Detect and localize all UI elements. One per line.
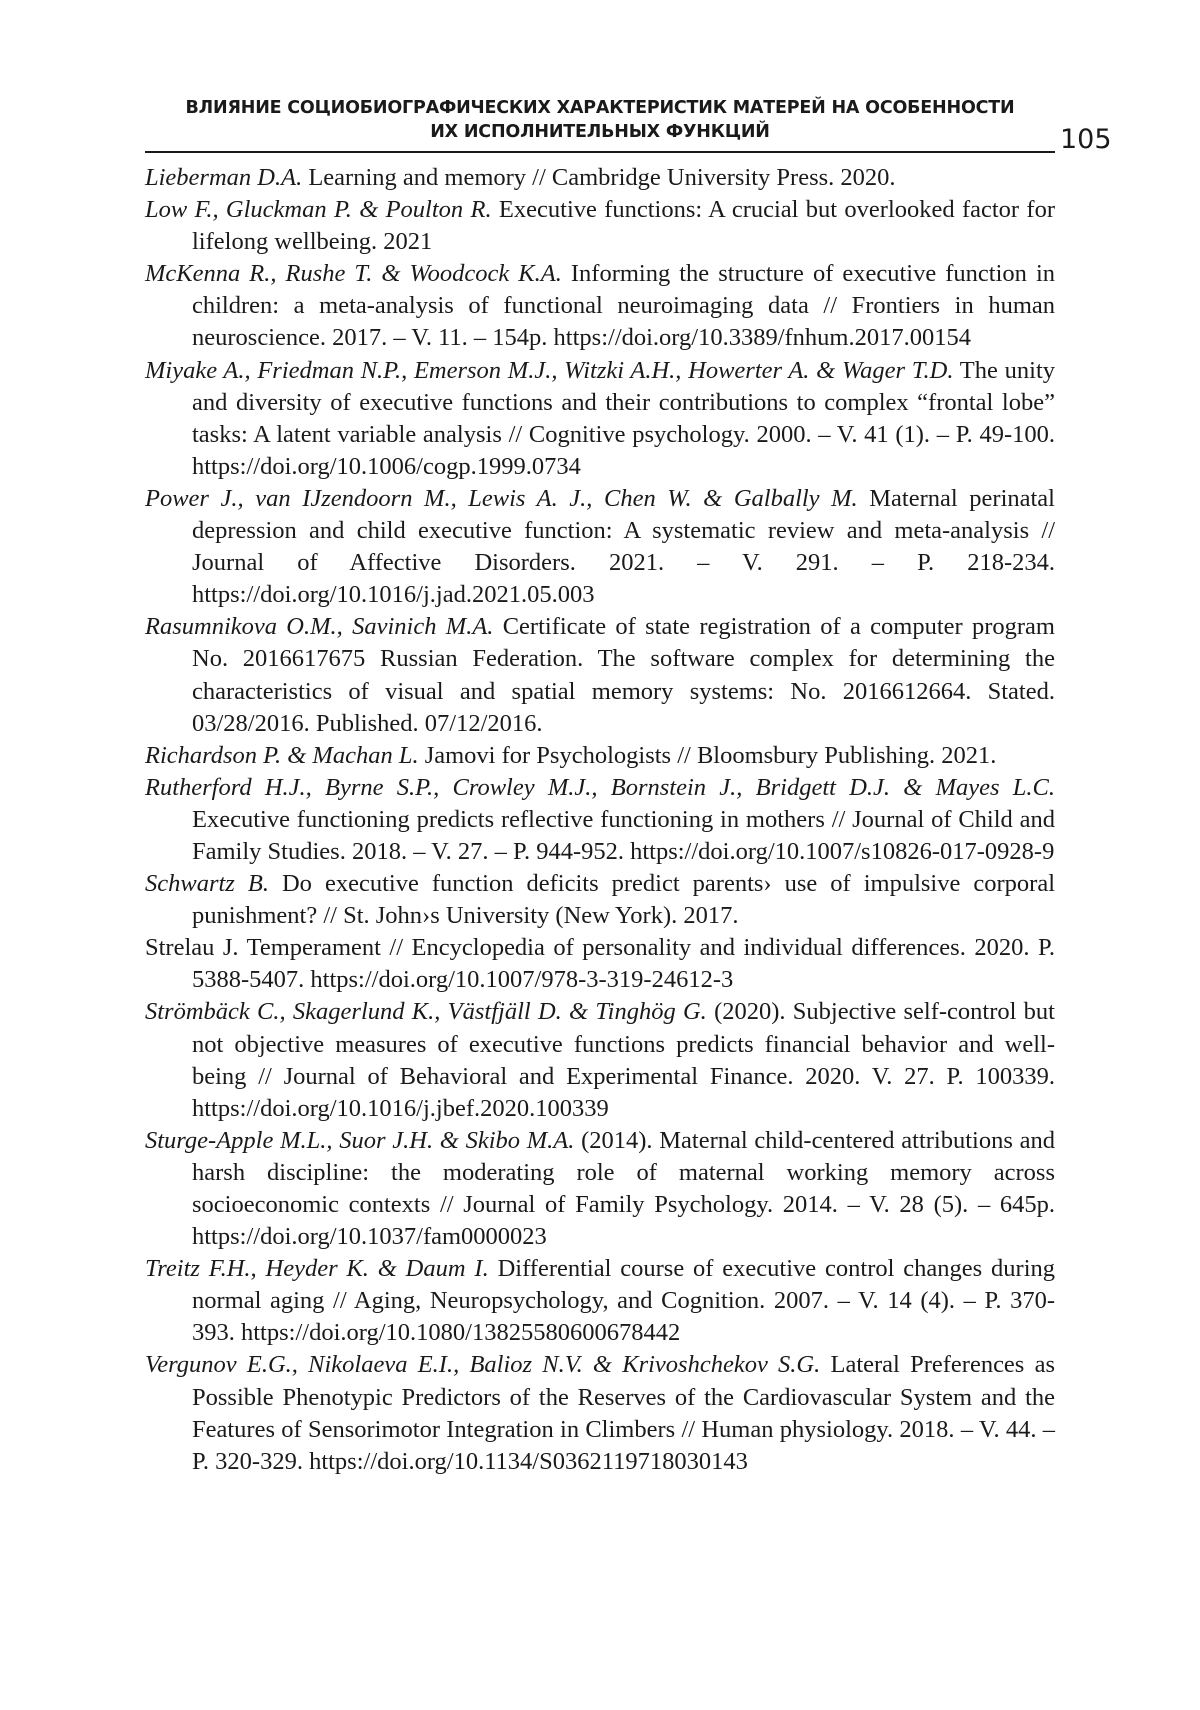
- reference-entry: [145, 258, 1055, 354]
- reference-authors: Lieberman D.A.: [145, 164, 303, 191]
- reference-authors: Schwartz B.: [145, 870, 269, 898]
- reference-text: (2020). Subjective self-control but not objective measures of executive functions predicts financial behavior and well-being // Journal of Behavioral and Experimental Finance. 2020. V. 27. P. 100339. https://doi.org/10.1016/j.jbef.2020.100339: [192, 998, 1055, 1122]
- reference-authors: Richardson P. & Machan L.: [145, 741, 419, 769]
- reference-entry: [145, 483, 1055, 611]
- page-number: 105: [1060, 124, 1112, 155]
- reference-entry: [145, 1349, 1055, 1477]
- reference-entry: [145, 1125, 1055, 1253]
- reference-list: [145, 162, 1055, 1478]
- header-rule: [145, 151, 1055, 153]
- reference-text: The unity and diversity of executive functions and their contributions to complex “frontal lobe” tasks: A latent variable analysis // Cognitive psychology. 2000. – V. 41 (1). – P. 49-100. https://doi.org/10.1006/cogp.1999.0734: [192, 356, 1055, 480]
- reference-text: Differential course of executive control changes during normal aging // Aging, Neuropsychology, and Cognition. 2007. – V. 14 (4). – P. 370-393. https://doi.org/10.1080/13825580600678442: [192, 1255, 1055, 1347]
- reference-text: Lateral Preferences as Possible Phenotypic Predictors of the Reserves of the Cardiovascular System and the Features of Sensorimotor Integration in Climbers // Human physiology. 2018. – V. 44. – P. 320-329. https://doi.org/10.1134/S0362119718030143: [192, 1351, 1055, 1475]
- reference-authors: Power J., van IJzendoorn M., Lewis A. J., Chen W. & Galbally M.: [145, 484, 858, 512]
- reference-text: Executive functions: A crucial but overlooked factor for lifelong wellbeing. 2021: [192, 196, 1055, 256]
- reference-text: Jamovi for Psychologists // Bloomsbury Publishing. 2021.: [418, 741, 997, 769]
- reference-authors: Low F., Gluckman P. & Poulton R.: [145, 196, 492, 224]
- reference-authors: Miyake A., Friedman N.P., Emerson M.J., Witzki A.H., Howerter A. & Wager T.D.: [145, 356, 954, 384]
- reference-text: Do executive function deficits predict parents› use of impulsive corporal punishment? // St. John›s University (New York). 2017.: [192, 870, 1055, 930]
- reference-text: Strelau J. Temperament // Encyclopedia of personality and individual differences. 2020. P. 5388-5407. https://doi.org/10.1007/978-3-319-24612-3: [145, 934, 1055, 994]
- reference-text: (2014). Maternal child-centered attributions and harsh discipline: the moderating role of maternal working memory across socioeconomic contexts // Journal of Family Psychology. 2014. – V. 28 (5). – 645p. https://doi.org/10.1037/fam0000023: [192, 1126, 1055, 1251]
- reference-text: Informing the structure of executive function in children: a meta-analysis of functional neuroimaging data // Frontiers in human neuroscience. 2017. – V. 11. – 154p. https://doi.org/10.3389/fnhum.2017.00154: [192, 260, 1055, 352]
- reference-text: Executive functioning predicts reflective functioning in mothers // Journal of Child and Family Studies. 2018. – V. 27. – P. 944-952. https://doi.org/10.1007/s10826-017-0928-9: [192, 805, 1055, 865]
- reference-authors: Strömbäck C., Skagerlund K., Västfjäll D. & Tinghög G.: [145, 998, 707, 1026]
- reference-entry: [145, 1253, 1055, 1349]
- reference-entry: [145, 611, 1055, 739]
- reference-entry: [145, 355, 1055, 483]
- reference-authors: Rasumnikova O.M., Savinich M.A.: [145, 613, 494, 641]
- reference-entry: [145, 932, 1055, 996]
- reference-authors: Rutherford H.J., Byrne S.P., Crowley M.J., Bornstein J., Bridgett D.J. & Mayes L.C.: [145, 773, 1055, 801]
- reference-text: Learning and memory // Cambridge University Press. 2020.: [302, 164, 896, 191]
- reference-entry: [145, 194, 1055, 258]
- reference-authors: Vergunov E.G., Nikolaeva E.I., Balioz N.V. & Krivoshchekov S.G.: [145, 1351, 821, 1379]
- reference-entry: [145, 162, 1055, 194]
- reference-entry: [145, 868, 1055, 932]
- running-head: [145, 96, 1055, 144]
- reference-entry: [145, 740, 1055, 772]
- reference-text: Certificate of state registration of a computer program No. 2016617675 Russian Federation. The software complex for determining the characteristics of visual and spatial memory systems: No. 2016612664. Stated. 03/28/2016. Published. 07/12/2016.: [192, 613, 1055, 737]
- reference-authors: Treitz F.H., Heyder K. & Daum I.: [145, 1255, 489, 1283]
- running-head-line-1: ВЛИЯНИЕ СОЦИОБИОГРАФИЧЕСКИХ ХАРАКТЕРИСТИК МАТЕРЕЙ НА ОСОБЕННОСТИ: [185, 98, 1015, 118]
- reference-text: Maternal perinatal depression and child executive function: A systematic review and meta-analysis // Journal of Affective Disorders. 2021. – V. 291. – P. 218-234. https://doi.org/10.1016/j.jad.2021.05.003: [192, 484, 1055, 609]
- reference-authors: Sturge-Apple M.L., Suor J.H. & Skibo M.A.: [145, 1126, 575, 1154]
- reference-authors: McKenna R., Rushe T. & Woodcock K.A.: [145, 260, 562, 288]
- reference-entry: [145, 996, 1055, 1124]
- reference-entry: [145, 772, 1055, 868]
- running-head-line-2: ИХ ИСПОЛНИТЕЛЬНЫХ ФУНКЦИЙ: [430, 122, 770, 142]
